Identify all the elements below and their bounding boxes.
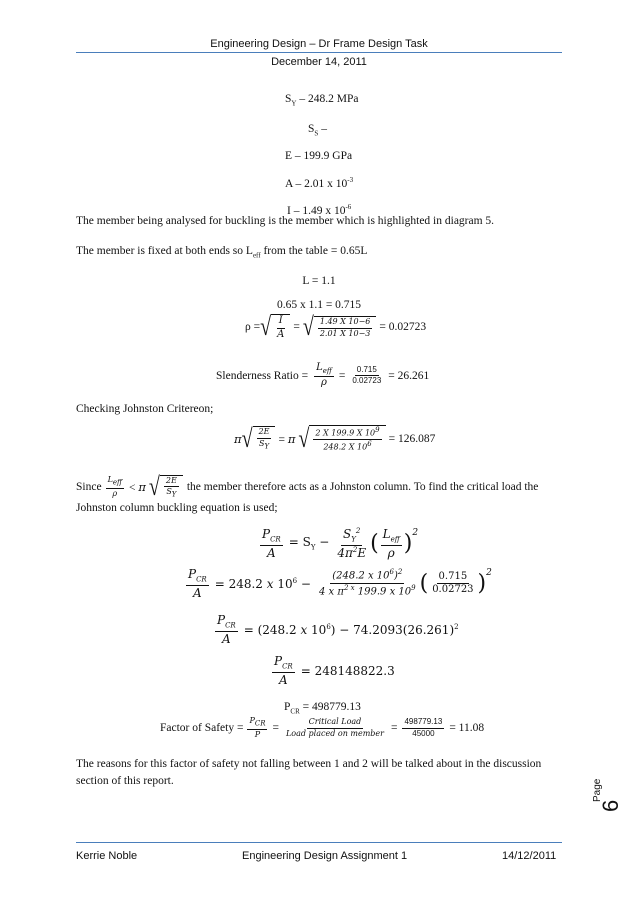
length-value: L = 1.1 bbox=[302, 275, 336, 287]
leff-calculation: 0.65 x 1.1 = 0.715 bbox=[276, 299, 362, 311]
header-date: December 14, 2011 bbox=[271, 56, 367, 68]
pcr-result: $P_{CR} = 498779.13$ bbox=[284, 701, 361, 716]
johnston-substituted: $\frac{P_{CR}}{A}$ = 248.2 x $10^6$ − $\frac{(248.2 x 10^6)^2}{4 x \pi^{2 x} 199.9 x 10^9}$ ( $\frac{0.715}{0.02723}$ ) 2 bbox=[188, 567, 492, 600]
footer-author: Kerrie Noble bbox=[76, 850, 138, 862]
page-label: Page bbox=[592, 778, 603, 802]
prop-a: A – 2.01 x $10^{-3}$ bbox=[285, 176, 354, 190]
prop-i: I – 1.49 x $10^{-6}$ bbox=[287, 203, 352, 217]
page-number bbox=[592, 778, 632, 832]
closing-paragraph: The reasons for this factor of safety not falling between 1 and 2 will be talked about in the discussion section of this report. bbox=[76, 758, 542, 787]
footer-date: 14/12/2011 bbox=[502, 850, 557, 862]
since-statement: Since $\frac{L_{eff}}{\rho}$ < π √ $\frac{2E}{S_Y}$ the member therefore acts as a Johnston column. To find the critical load the bbox=[76, 472, 539, 502]
johnston-simplified: $\frac{P_{CR}}{A}$ = (248.2 x $10^6) - 74.2093(26.261)^2$ bbox=[217, 613, 459, 646]
header-title: Engineering Design – Dr Frame Design Task bbox=[210, 38, 428, 50]
prop-ss: $S_S$ – bbox=[308, 123, 327, 138]
paragraph-fixed-ends: The member is fixed at both ends so $L_{eff}$ from the table = 0.65L bbox=[76, 245, 368, 260]
paragraph-buckling-member: The member being analysed for buckling is the member which is highlighted in diagram 5. bbox=[76, 215, 495, 227]
footer-rule bbox=[76, 842, 562, 843]
slenderness-ratio: Slenderness Ratio = $\frac{L_{eff}}{\rho}$ = $\frac{0.715}{0.02723}$ = 26.261 bbox=[216, 362, 430, 389]
header-rule bbox=[76, 52, 562, 53]
since-statement-line2: Johnston column buckling equation is used; bbox=[76, 502, 278, 514]
factor-of-safety: Factor of Safety = $\frac{P_{CR}}{P}$ = $\frac{\text{Critical Load}}{\text{Load placed on member}}$ = $\frac{498779.13}{45000}$ = 11.08 bbox=[160, 716, 485, 739]
johnston-equation: $\frac{P_{CR}}{A}$ = $S_Y$ − $\frac{S_Y^2}{4\pi^2E}$ ( $\frac{L_{eff}}{\rho}$ ) 2 bbox=[262, 527, 419, 560]
rho-equation: ρ = √ $\frac{I}{A}$ = √ $\frac{1.49 X 10-6}{2.01 X 10-3}$ = 0.02723 bbox=[245, 312, 427, 342]
prop-sy: $S_Y - 248.2$ MPa bbox=[285, 93, 359, 108]
checking-johnston: Checking Johnston Critereon; bbox=[76, 403, 214, 415]
prop-e: E – 199.9 GPa bbox=[285, 150, 353, 162]
johnston-result: $\frac{P_{CR}}{A}$ = 248148822.3 bbox=[274, 654, 395, 687]
johnston-criterion: π √ $\frac{2E}{S_Y}$ = π √ $\frac{2 X 199.9 X 10^9}{248.2 X 10^6}$ = 126.087 bbox=[234, 424, 436, 453]
page-number-value: 6 bbox=[598, 799, 623, 812]
footer-course: Engineering Design Assignment 1 bbox=[242, 850, 408, 862]
